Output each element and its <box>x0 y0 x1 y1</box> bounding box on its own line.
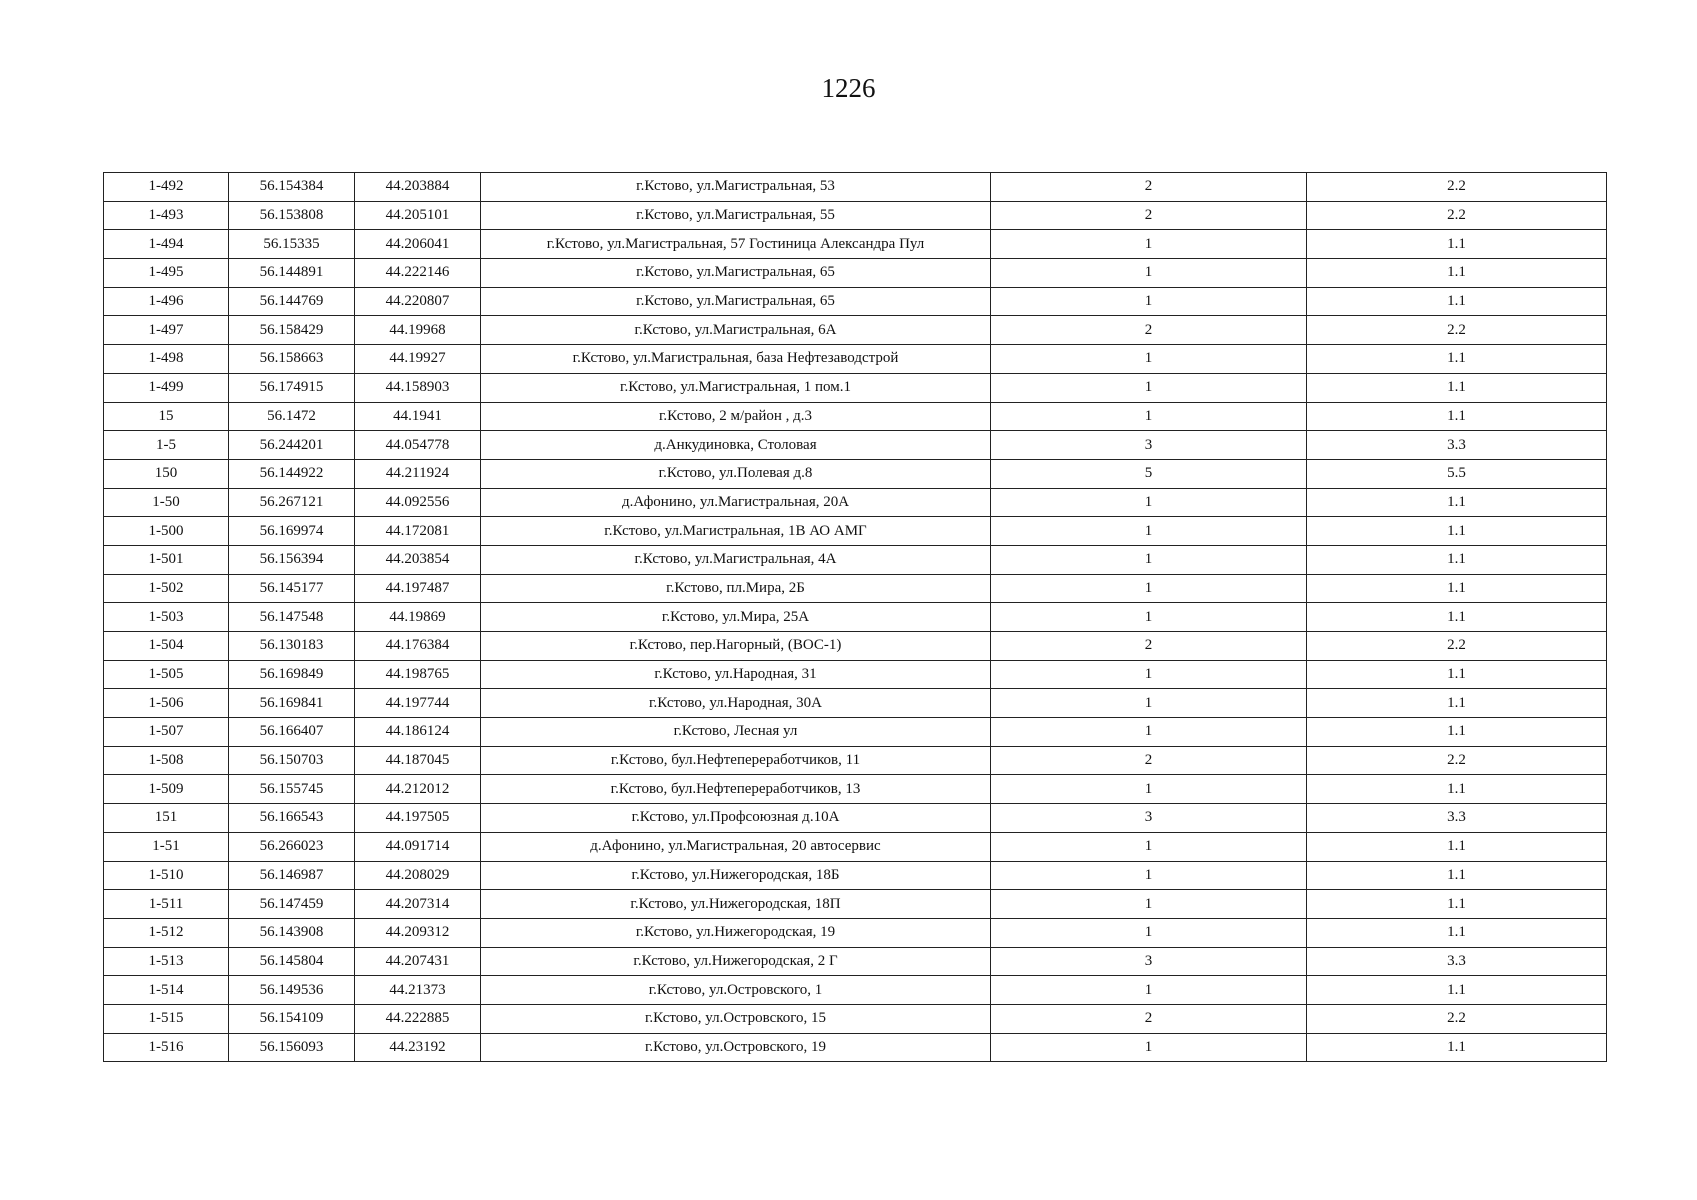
latitude-cell: 56.266023 <box>229 832 355 861</box>
table-row <box>104 947 1607 976</box>
address-cell: г.Кстово, 2 м/район , д.3 <box>481 402 991 431</box>
table-row <box>104 775 1607 804</box>
table-row <box>104 861 1607 890</box>
count-cell: 1 <box>991 545 1307 574</box>
count-cell: 1 <box>991 976 1307 1005</box>
value-cell: 5.5 <box>1307 459 1607 488</box>
row-id-cell: 1-493 <box>104 201 229 230</box>
table-row <box>104 488 1607 517</box>
value-cell: 1.1 <box>1307 775 1607 804</box>
address-cell: г.Кстово, ул.Магистральная, 57 Гостиница Александра Пул <box>481 230 991 259</box>
longitude-cell: 44.1941 <box>355 402 481 431</box>
count-cell: 1 <box>991 402 1307 431</box>
latitude-cell: 56.174915 <box>229 373 355 402</box>
value-cell: 2.2 <box>1307 746 1607 775</box>
count-cell: 1 <box>991 373 1307 402</box>
address-cell: г.Кстово, ул.Магистральная, 65 <box>481 287 991 316</box>
address-cell: г.Кстово, ул.Магистральная, 1 пом.1 <box>481 373 991 402</box>
latitude-cell: 56.154384 <box>229 173 355 202</box>
count-cell: 1 <box>991 574 1307 603</box>
row-id-cell: 1-499 <box>104 373 229 402</box>
longitude-cell: 44.212012 <box>355 775 481 804</box>
longitude-cell: 44.209312 <box>355 918 481 947</box>
count-cell: 1 <box>991 918 1307 947</box>
address-cell: г.Кстово, Лесная ул <box>481 718 991 747</box>
row-id-cell: 1-509 <box>104 775 229 804</box>
address-cell: д.Афонино, ул.Магистральная, 20 автосервис <box>481 832 991 861</box>
address-cell: г.Кстово, ул.Магистральная, 65 <box>481 259 991 288</box>
longitude-cell: 44.091714 <box>355 832 481 861</box>
value-cell: 1.1 <box>1307 1033 1607 1062</box>
longitude-cell: 44.211924 <box>355 459 481 488</box>
value-cell: 2.2 <box>1307 173 1607 202</box>
table-row <box>104 1004 1607 1033</box>
address-cell: г.Кстово, бул.Нефтепереработчиков, 11 <box>481 746 991 775</box>
value-cell: 1.1 <box>1307 488 1607 517</box>
count-cell: 1 <box>991 488 1307 517</box>
address-cell: г.Кстово, ул.Магистральная, 6А <box>481 316 991 345</box>
longitude-cell: 44.198765 <box>355 660 481 689</box>
longitude-cell: 44.222146 <box>355 259 481 288</box>
address-cell: д.Афонино, ул.Магистральная, 20А <box>481 488 991 517</box>
latitude-cell: 56.149536 <box>229 976 355 1005</box>
row-id-cell: 1-508 <box>104 746 229 775</box>
count-cell: 2 <box>991 1004 1307 1033</box>
table-row <box>104 230 1607 259</box>
row-id-cell: 1-500 <box>104 517 229 546</box>
table-row <box>104 689 1607 718</box>
address-cell: г.Кстово, ул.Островского, 19 <box>481 1033 991 1062</box>
latitude-cell: 56.144769 <box>229 287 355 316</box>
value-cell: 1.1 <box>1307 832 1607 861</box>
longitude-cell: 44.206041 <box>355 230 481 259</box>
value-cell: 1.1 <box>1307 259 1607 288</box>
address-cell: г.Кстово, пл.Мира, 2Б <box>481 574 991 603</box>
value-cell: 1.1 <box>1307 861 1607 890</box>
count-cell: 1 <box>991 230 1307 259</box>
address-cell: г.Кстово, ул.Островского, 15 <box>481 1004 991 1033</box>
longitude-cell: 44.222885 <box>355 1004 481 1033</box>
latitude-cell: 56.169974 <box>229 517 355 546</box>
count-cell: 1 <box>991 832 1307 861</box>
count-cell: 1 <box>991 660 1307 689</box>
count-cell: 2 <box>991 173 1307 202</box>
row-id-cell: 1-492 <box>104 173 229 202</box>
table-row <box>104 832 1607 861</box>
row-id-cell: 1-5 <box>104 431 229 460</box>
row-id-cell: 1-497 <box>104 316 229 345</box>
address-cell: г.Кстово, ул.Полевая д.8 <box>481 459 991 488</box>
latitude-cell: 56.154109 <box>229 1004 355 1033</box>
longitude-cell: 44.207431 <box>355 947 481 976</box>
table-row <box>104 345 1607 374</box>
row-id-cell: 150 <box>104 459 229 488</box>
row-id-cell: 1-516 <box>104 1033 229 1062</box>
address-cell: г.Кстово, ул.Магистральная, 55 <box>481 201 991 230</box>
address-cell: д.Анкудиновка, Столовая <box>481 431 991 460</box>
longitude-cell: 44.220807 <box>355 287 481 316</box>
longitude-cell: 44.186124 <box>355 718 481 747</box>
value-cell: 3.3 <box>1307 431 1607 460</box>
address-cell: г.Кстово, ул.Народная, 31 <box>481 660 991 689</box>
latitude-cell: 56.169849 <box>229 660 355 689</box>
table-row <box>104 431 1607 460</box>
address-cell: г.Кстово, ул.Нижегородская, 18Б <box>481 861 991 890</box>
longitude-cell: 44.208029 <box>355 861 481 890</box>
latitude-cell: 56.267121 <box>229 488 355 517</box>
table-row <box>104 459 1607 488</box>
data-table <box>103 172 1607 1062</box>
row-id-cell: 1-514 <box>104 976 229 1005</box>
table-row <box>104 402 1607 431</box>
longitude-cell: 44.21373 <box>355 976 481 1005</box>
address-cell: г.Кстово, ул.Профсоюзная д.10А <box>481 804 991 833</box>
table-row <box>104 259 1607 288</box>
count-cell: 1 <box>991 718 1307 747</box>
row-id-cell: 1-495 <box>104 259 229 288</box>
table-row <box>104 574 1607 603</box>
value-cell: 1.1 <box>1307 689 1607 718</box>
row-id-cell: 1-510 <box>104 861 229 890</box>
table-row <box>104 1033 1607 1062</box>
value-cell: 2.2 <box>1307 632 1607 661</box>
longitude-cell: 44.054778 <box>355 431 481 460</box>
address-cell: г.Кстово, ул.Магистральная, 1В АО АМГ <box>481 517 991 546</box>
latitude-cell: 56.130183 <box>229 632 355 661</box>
address-cell: г.Кстово, ул.Нижегородская, 2 Г <box>481 947 991 976</box>
table-row <box>104 918 1607 947</box>
count-cell: 1 <box>991 517 1307 546</box>
latitude-cell: 56.147459 <box>229 890 355 919</box>
address-cell: г.Кстово, пер.Нагорный, (ВОС-1) <box>481 632 991 661</box>
longitude-cell: 44.19869 <box>355 603 481 632</box>
longitude-cell: 44.205101 <box>355 201 481 230</box>
row-id-cell: 1-512 <box>104 918 229 947</box>
value-cell: 1.1 <box>1307 402 1607 431</box>
count-cell: 1 <box>991 1033 1307 1062</box>
row-id-cell: 1-513 <box>104 947 229 976</box>
value-cell: 1.1 <box>1307 230 1607 259</box>
longitude-cell: 44.203884 <box>355 173 481 202</box>
address-cell: г.Кстово, ул.Мира, 25А <box>481 603 991 632</box>
table-row <box>104 173 1607 202</box>
row-id-cell: 1-511 <box>104 890 229 919</box>
count-cell: 1 <box>991 287 1307 316</box>
count-cell: 2 <box>991 316 1307 345</box>
value-cell: 1.1 <box>1307 545 1607 574</box>
row-id-cell: 1-50 <box>104 488 229 517</box>
row-id-cell: 1-506 <box>104 689 229 718</box>
count-cell: 3 <box>991 804 1307 833</box>
row-id-cell: 151 <box>104 804 229 833</box>
table-row <box>104 287 1607 316</box>
latitude-cell: 56.169841 <box>229 689 355 718</box>
page-number: 1226 <box>821 73 876 103</box>
latitude-cell: 56.158429 <box>229 316 355 345</box>
table-row <box>104 373 1607 402</box>
row-id-cell: 1-498 <box>104 345 229 374</box>
longitude-cell: 44.19927 <box>355 345 481 374</box>
latitude-cell: 56.244201 <box>229 431 355 460</box>
latitude-cell: 56.155745 <box>229 775 355 804</box>
table-row <box>104 718 1607 747</box>
latitude-cell: 56.153808 <box>229 201 355 230</box>
value-cell: 3.3 <box>1307 947 1607 976</box>
count-cell: 1 <box>991 890 1307 919</box>
longitude-cell: 44.092556 <box>355 488 481 517</box>
table-row <box>104 890 1607 919</box>
table-row <box>104 804 1607 833</box>
latitude-cell: 56.147548 <box>229 603 355 632</box>
longitude-cell: 44.197505 <box>355 804 481 833</box>
table-row <box>104 746 1607 775</box>
row-id-cell: 1-504 <box>104 632 229 661</box>
row-id-cell: 1-501 <box>104 545 229 574</box>
count-cell: 1 <box>991 345 1307 374</box>
latitude-cell: 56.146987 <box>229 861 355 890</box>
value-cell: 1.1 <box>1307 373 1607 402</box>
table-row <box>104 603 1607 632</box>
longitude-cell: 44.187045 <box>355 746 481 775</box>
latitude-cell: 56.158663 <box>229 345 355 374</box>
latitude-cell: 56.144922 <box>229 459 355 488</box>
latitude-cell: 56.144891 <box>229 259 355 288</box>
count-cell: 1 <box>991 259 1307 288</box>
row-id-cell: 1-494 <box>104 230 229 259</box>
latitude-cell: 56.143908 <box>229 918 355 947</box>
count-cell: 3 <box>991 431 1307 460</box>
value-cell: 1.1 <box>1307 660 1607 689</box>
row-id-cell: 1-51 <box>104 832 229 861</box>
table-body <box>104 173 1607 1062</box>
value-cell: 1.1 <box>1307 603 1607 632</box>
latitude-cell: 56.1472 <box>229 402 355 431</box>
row-id-cell: 1-502 <box>104 574 229 603</box>
value-cell: 1.1 <box>1307 287 1607 316</box>
table-row <box>104 660 1607 689</box>
value-cell: 1.1 <box>1307 517 1607 546</box>
latitude-cell: 56.156093 <box>229 1033 355 1062</box>
latitude-cell: 56.150703 <box>229 746 355 775</box>
count-cell: 2 <box>991 632 1307 661</box>
value-cell: 1.1 <box>1307 574 1607 603</box>
longitude-cell: 44.197487 <box>355 574 481 603</box>
value-cell: 1.1 <box>1307 976 1607 1005</box>
table-row <box>104 316 1607 345</box>
count-cell: 2 <box>991 201 1307 230</box>
value-cell: 1.1 <box>1307 918 1607 947</box>
longitude-cell: 44.197744 <box>355 689 481 718</box>
value-cell: 1.1 <box>1307 345 1607 374</box>
count-cell: 5 <box>991 459 1307 488</box>
table-row <box>104 517 1607 546</box>
value-cell: 2.2 <box>1307 201 1607 230</box>
longitude-cell: 44.203854 <box>355 545 481 574</box>
value-cell: 3.3 <box>1307 804 1607 833</box>
count-cell: 1 <box>991 775 1307 804</box>
latitude-cell: 56.15335 <box>229 230 355 259</box>
row-id-cell: 1-507 <box>104 718 229 747</box>
table-row <box>104 545 1607 574</box>
address-cell: г.Кстово, ул.Магистральная, 53 <box>481 173 991 202</box>
address-cell: г.Кстово, бул.Нефтепереработчиков, 13 <box>481 775 991 804</box>
count-cell: 3 <box>991 947 1307 976</box>
latitude-cell: 56.166543 <box>229 804 355 833</box>
longitude-cell: 44.207314 <box>355 890 481 919</box>
address-cell: г.Кстово, ул.Магистральная, 4А <box>481 545 991 574</box>
count-cell: 1 <box>991 689 1307 718</box>
address-cell: г.Кстово, ул.Нижегородская, 18П <box>481 890 991 919</box>
value-cell: 1.1 <box>1307 890 1607 919</box>
row-id-cell: 15 <box>104 402 229 431</box>
row-id-cell: 1-496 <box>104 287 229 316</box>
longitude-cell: 44.23192 <box>355 1033 481 1062</box>
count-cell: 1 <box>991 861 1307 890</box>
latitude-cell: 56.145804 <box>229 947 355 976</box>
count-cell: 2 <box>991 746 1307 775</box>
table-row <box>104 201 1607 230</box>
row-id-cell: 1-505 <box>104 660 229 689</box>
row-id-cell: 1-515 <box>104 1004 229 1033</box>
count-cell: 1 <box>991 603 1307 632</box>
address-cell: г.Кстово, ул.Народная, 30А <box>481 689 991 718</box>
address-cell: г.Кстово, ул.Магистральная, база Нефтезаводстрой <box>481 345 991 374</box>
table-row <box>104 632 1607 661</box>
row-id-cell: 1-503 <box>104 603 229 632</box>
address-cell: г.Кстово, ул.Островского, 1 <box>481 976 991 1005</box>
longitude-cell: 44.172081 <box>355 517 481 546</box>
address-cell: г.Кстово, ул.Нижегородская, 19 <box>481 918 991 947</box>
value-cell: 2.2 <box>1307 316 1607 345</box>
latitude-cell: 56.156394 <box>229 545 355 574</box>
value-cell: 1.1 <box>1307 718 1607 747</box>
longitude-cell: 44.176384 <box>355 632 481 661</box>
longitude-cell: 44.158903 <box>355 373 481 402</box>
longitude-cell: 44.19968 <box>355 316 481 345</box>
latitude-cell: 56.166407 <box>229 718 355 747</box>
latitude-cell: 56.145177 <box>229 574 355 603</box>
value-cell: 2.2 <box>1307 1004 1607 1033</box>
table-row <box>104 976 1607 1005</box>
